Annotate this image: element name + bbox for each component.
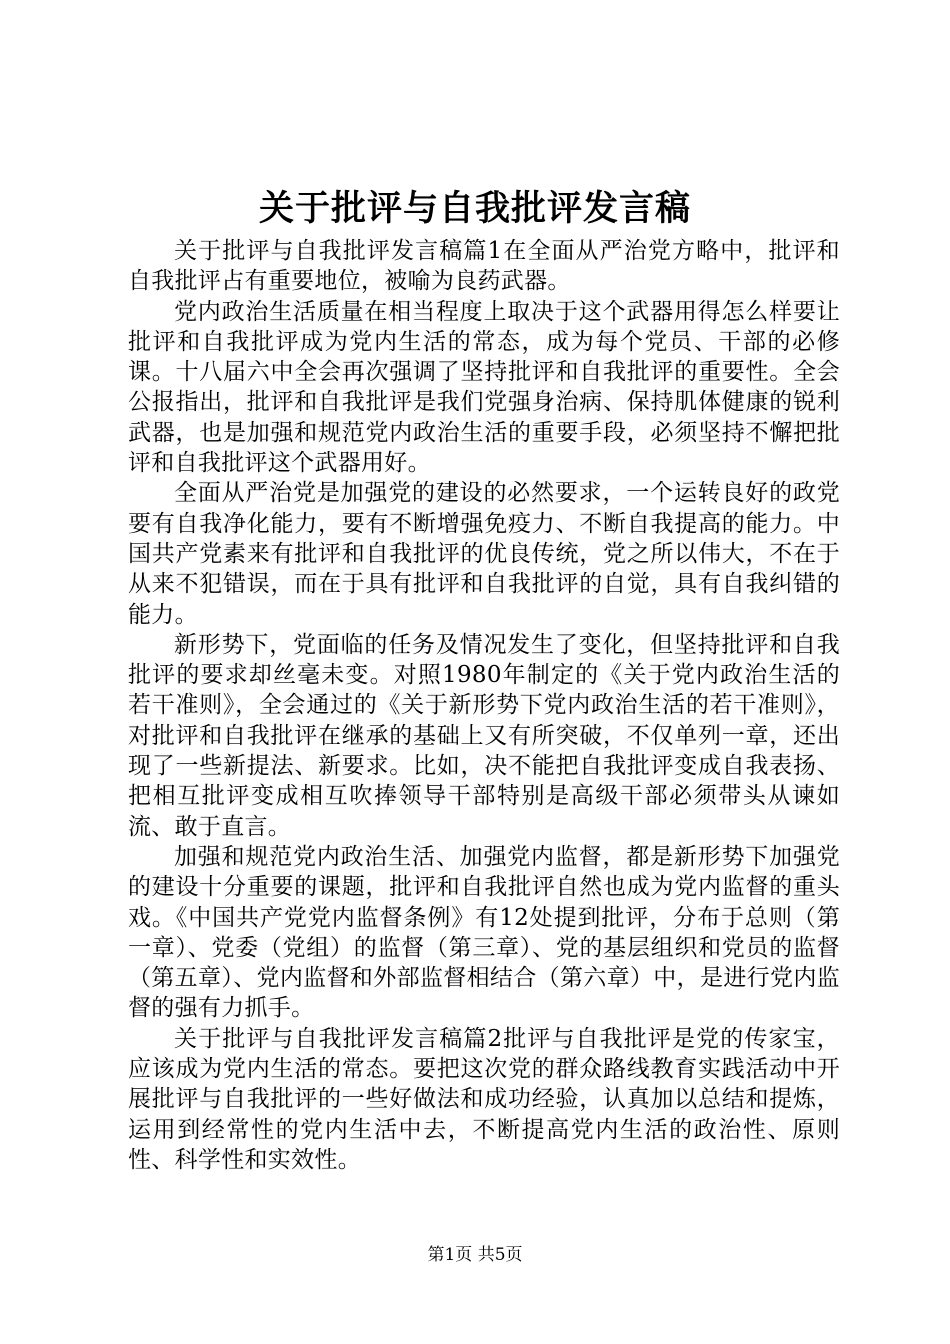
- document-body: [128, 236, 840, 1175]
- body-paragraph-1: 关于批评与自我批评发言稿篇1在全面从严治党方略中，批评和自我批评占有重要地位，被喻为良药武器。: [128, 238, 840, 295]
- body-paragraph-5: 加强和规范党内政治生活、加强党内监督，都是新形势下加强党的建设十分重要的课题，批评和自我批评自然也成为党内监督的重头戏。《中国共产党党内监督条例》有12处提到批评，分布于总则（第一章）、党委（党组）的监督（第三章）、党的基层组织和党员的监督（第五章）、党内监督和外部监督相结合（第六章）中，是进行党内监督的强有力抓手。: [128, 843, 840, 1022]
- body-paragraph-4: 新形势下，党面临的任务及情况发生了变化，但坚持批评和自我批评的要求却丝毫未变。对照1980年制定的《关于党内政治生活的若干准则》，全会通过的《关于新形势下党内政治生活的若干准则》，对批评和自我批评在继承的基础上又有所突破，不仅单列一章，还出现了一些新提法、新要求。比如，决不能把自我批评变成自我表扬、把相互批评变成相互吹捧领导干部特别是高级干部必须带头从谏如流、敢于直言。: [128, 631, 840, 840]
- page-number-footer: 第1页 共5页: [427, 1245, 523, 1265]
- body-paragraph-3: 全面从严治党是加强党的建设的必然要求，一个运转良好的政党要有自我净化能力，要有不断增强免疫力、不断自我提高的能力。中国共产党素来有批评和自我批评的优良传统，党之所以伟大，不在于从来不犯错误，而在于具有批评和自我批评的自觉，具有自我纠错的能力。: [128, 480, 840, 628]
- body-paragraph-2: 党内政治生活质量在相当程度上取决于这个武器用得怎么样要让批评和自我批评成为党内生活的常态，成为每个党员、干部的必修课。十八届六中全会再次强调了坚持批评和自我批评的重要性。全会公报指出，批评和自我批评是我们党强身治病、保持肌体健康的锐利武器，也是加强和规范党内政治生活的重要手段，必须坚持不懈把批评和自我批评这个武器用好。: [128, 298, 840, 477]
- document-title: 关于批评与自我批评发言稿: [258, 188, 691, 229]
- body-paragraph-6: 关于批评与自我批评发言稿篇2批评与自我批评是党的传家宝，应该成为党内生活的常态。要把这次党的群众路线教育实践活动中开展批评与自我批评的一些好做法和成功经验，认真加以总结和提炼，运用到经常性的党内生活中去，不断提高党内生活的政治性、原则性、科学性和实效性。: [128, 1025, 840, 1173]
